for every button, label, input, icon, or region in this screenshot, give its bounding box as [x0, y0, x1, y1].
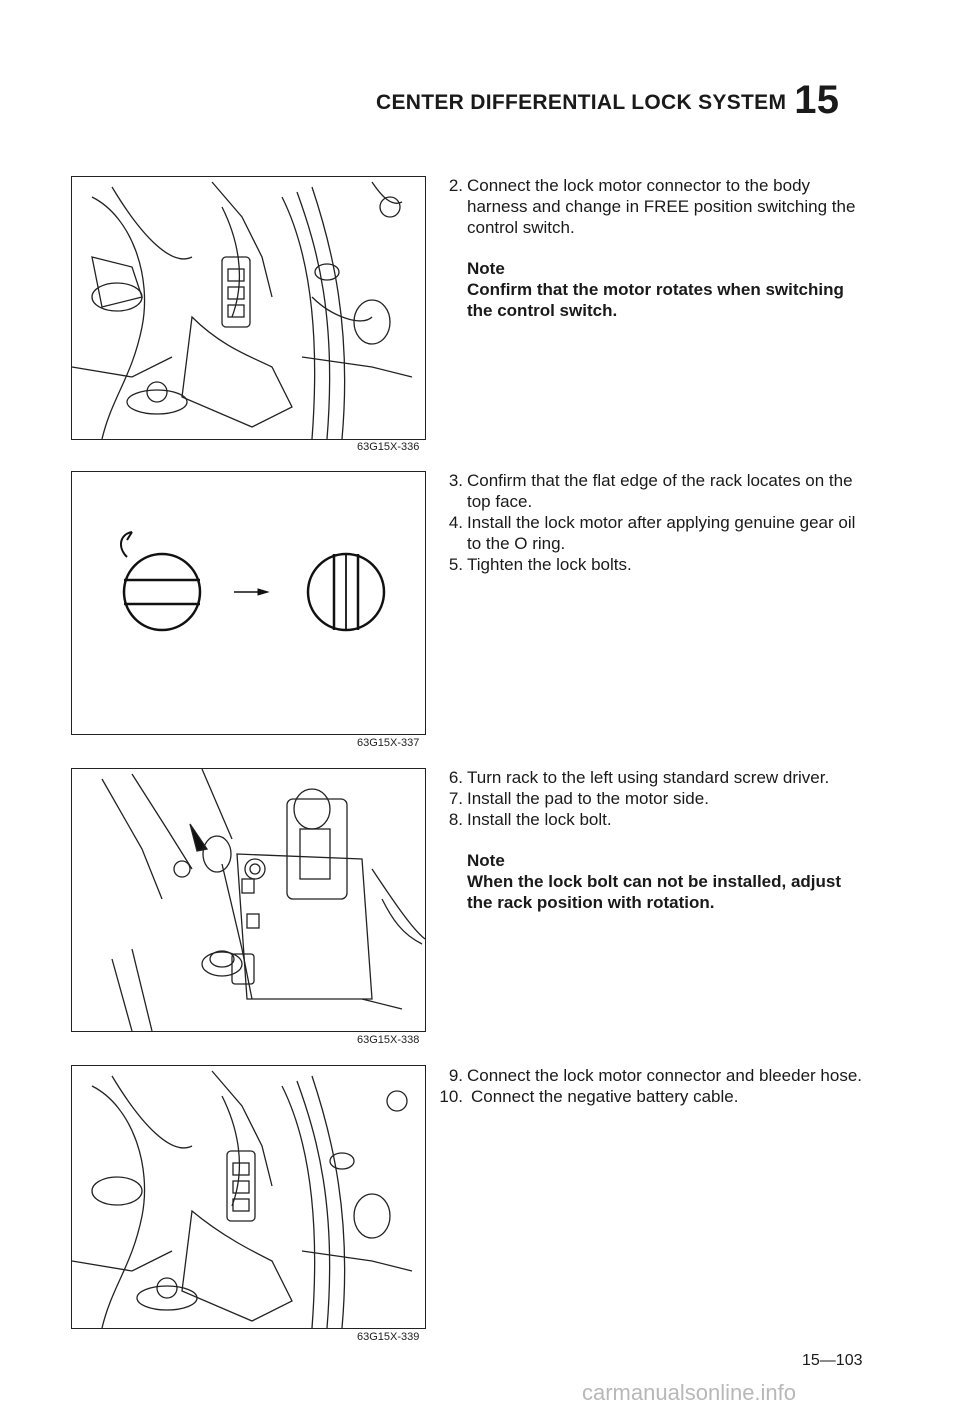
section-install-motor: [441, 470, 871, 575]
step-item: 10. Connect the negative battery cable.: [439, 1087, 739, 1106]
step-item: 3. Confirm that the flat edge of the rack locates on the top face.: [448, 471, 853, 511]
step-item: 8. Install the lock bolt.: [448, 810, 612, 829]
page-header: [376, 78, 839, 123]
section-lock-bolt: [441, 767, 871, 913]
rack-orientation-diagram: [72, 472, 425, 734]
figure-code: 63G15X-336: [357, 441, 420, 453]
figure-336: [71, 176, 426, 440]
lock-bolt-illustration: [72, 769, 425, 1031]
watermark: carmanualsonline.info: [582, 1380, 797, 1405]
chapter-number: 15: [794, 78, 840, 122]
step-item: 5. Tighten the lock bolts.: [448, 555, 632, 574]
section-reconnect: [441, 1065, 871, 1107]
figure-code: 63G15X-339: [357, 1331, 420, 1343]
figure-code: 63G15X-338: [357, 1034, 420, 1046]
step-item: 6. Turn rack to the left using standard screw driver.: [448, 768, 830, 787]
step-item: 4. Install the lock motor after applying genuine gear oil to the O ring.: [448, 513, 856, 553]
page-number: 15—103: [802, 1352, 863, 1369]
section-connect-harness: [441, 175, 871, 321]
connector-illustration: [72, 1066, 425, 1328]
note-box: Note When the lock bolt can not be installed, adjust the rack position with rotation.: [467, 851, 842, 912]
figure-339: [71, 1065, 426, 1329]
section-title: CENTER DIFFERENTIAL LOCK SYSTEM: [376, 91, 787, 114]
figure-338: [71, 768, 426, 1032]
step-item: 2. Connect the lock motor connector to the body harness and change in FREE position switching the control switch.: [448, 176, 856, 237]
figure-337: [71, 471, 426, 735]
connector-illustration: [72, 177, 425, 439]
figure-code: 63G15X-337: [357, 737, 420, 749]
step-item: 9. Connect the lock motor connector and bleeder hose.: [448, 1066, 863, 1085]
step-item: 7. Install the pad to the motor side.: [448, 789, 709, 808]
note-box: Note Confirm that the motor rotates when switching the control switch.: [467, 259, 844, 320]
